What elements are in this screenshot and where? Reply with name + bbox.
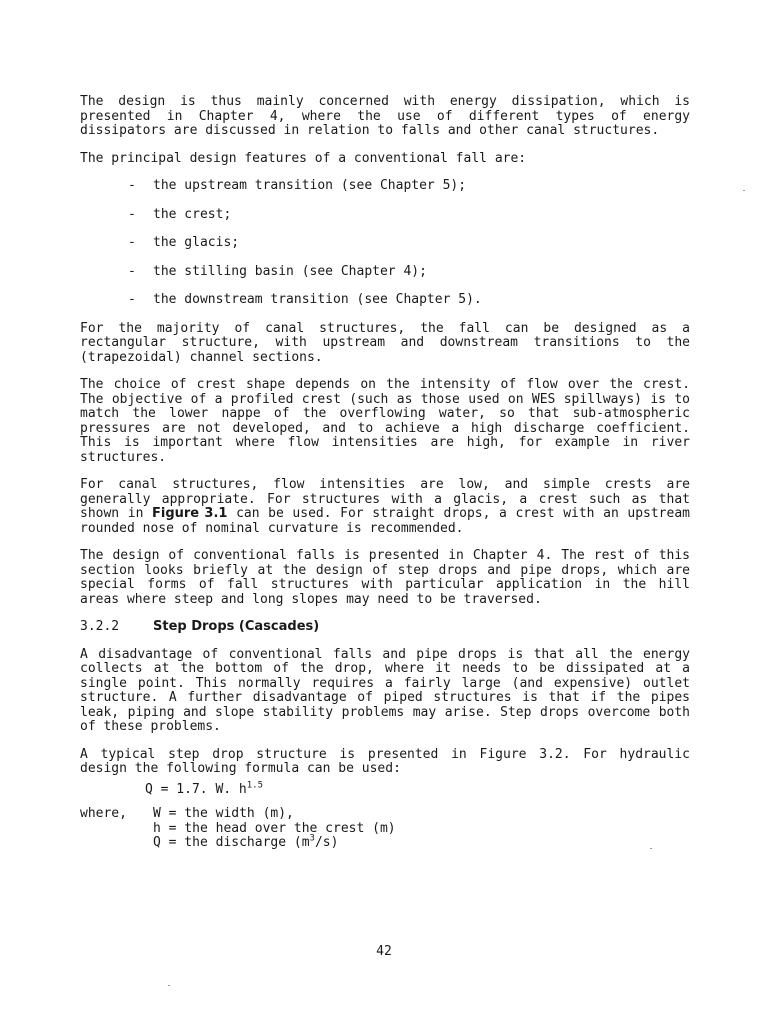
section-heading bbox=[80, 620, 690, 635]
typical-paragraph: A typical step drop structure is presented in Figure 3.2. For hydraulic design the following formula can be used: bbox=[80, 746, 690, 776]
definition-item bbox=[153, 807, 396, 822]
features-intro: The principal design features of a conventional fall are: bbox=[80, 150, 527, 166]
list-item-text: the downstream transition (see Chapter 5). bbox=[153, 292, 482, 307]
scan-speck bbox=[743, 190, 745, 191]
bullet-dash: - bbox=[128, 206, 136, 222]
definition-tail: /s) bbox=[314, 835, 339, 850]
list-item bbox=[128, 236, 690, 251]
bullet-dash: - bbox=[128, 235, 136, 250]
canal-text-after: can be used. For straight drops, a crest with an upstream rounded nose of nominal curvature is recommended. bbox=[80, 506, 690, 536]
formula bbox=[80, 780, 690, 798]
list-item-text: the glacis; bbox=[153, 235, 240, 250]
formula-lhs: Q = 1.7. W. h bbox=[145, 781, 247, 797]
definition-text: W = the width (m), bbox=[153, 806, 294, 821]
figure-reference: Figure 3.1 bbox=[152, 506, 228, 521]
scan-speck bbox=[650, 848, 652, 849]
canal-structures-paragraph bbox=[80, 478, 690, 536]
list-item bbox=[128, 265, 690, 280]
section-number: 3.2.2 bbox=[80, 619, 120, 634]
formula-exponent: 1.5 bbox=[246, 780, 264, 791]
section-title: Step Drops (Cascades) bbox=[153, 619, 320, 634]
design-paragraph: The design of conventional falls is presented in Chapter 4. The rest of this section looks briefly at the design of step drops and pipe drops, which are special forms of fall structures with particular application in the hill areas where steep and long slopes may need to be traversed. bbox=[80, 548, 690, 607]
definition-text: Q = the discharge (m bbox=[153, 835, 310, 850]
canal-text-before: For canal structures, flow intensities are low, and simple crests are generally appropriate. For structures with a glacis, a crest such as that shown in bbox=[80, 477, 690, 521]
crest-paragraph: The choice of crest shape depends on the intensity of flow over the crest. The objective of a profiled crest (such as those used on WES spillways) is to match the lower nappe of the overflowing water, so that sub-atmospheric pressures are not developed, and to achieve a high discharge coefficient. This is important where flow intensities are high, for example in river structures. bbox=[80, 377, 690, 465]
definition-item bbox=[153, 833, 396, 851]
list-item-text: the upstream transition (see Chapter 5); bbox=[153, 178, 467, 193]
bullet-dash: - bbox=[128, 292, 136, 307]
definition-text: h = the head over the crest (m) bbox=[153, 820, 396, 836]
where-label: where, bbox=[80, 806, 127, 821]
bullet-dash: - bbox=[128, 178, 136, 193]
list-item-text: the stilling basin (see Chapter 4); bbox=[153, 263, 427, 279]
where-block bbox=[80, 807, 690, 851]
intro-paragraph: The design is thus mainly concerned with energy dissipation, which is presented in Chapter 4, where the use of different types of energy dissipators are discussed in relation to falls and other canal structures. bbox=[80, 94, 690, 138]
majority-paragraph: For the majority of canal structures, the fall can be designed as a rectangular structure, with upstream and downstream transitions to the (trapezoidal) channel sections. bbox=[80, 320, 690, 365]
list-item bbox=[128, 208, 690, 223]
bullet-dash: - bbox=[128, 263, 136, 279]
features-list bbox=[80, 179, 690, 308]
page-body bbox=[80, 95, 690, 851]
page-number: 42 bbox=[376, 944, 392, 959]
list-item-text: the crest; bbox=[153, 206, 232, 222]
disadvantage-paragraph: A disadvantage of conventional falls and pipe drops is that all the energy collects at the bottom of the drop, where it needs to be dissipated at a single point. This normally requires a fairly large (and expensive) outlet structure. A further disadvantage of piped structures is that if the pipes leak, piping and slope stability problems may arise. Step drops overcome both of these problems. bbox=[80, 646, 690, 734]
definition-item bbox=[153, 822, 396, 837]
list-item bbox=[128, 293, 690, 308]
definition-superscript: 3 bbox=[309, 833, 315, 844]
scan-speck bbox=[168, 985, 170, 986]
definitions-list bbox=[153, 807, 396, 851]
list-item bbox=[128, 179, 690, 194]
